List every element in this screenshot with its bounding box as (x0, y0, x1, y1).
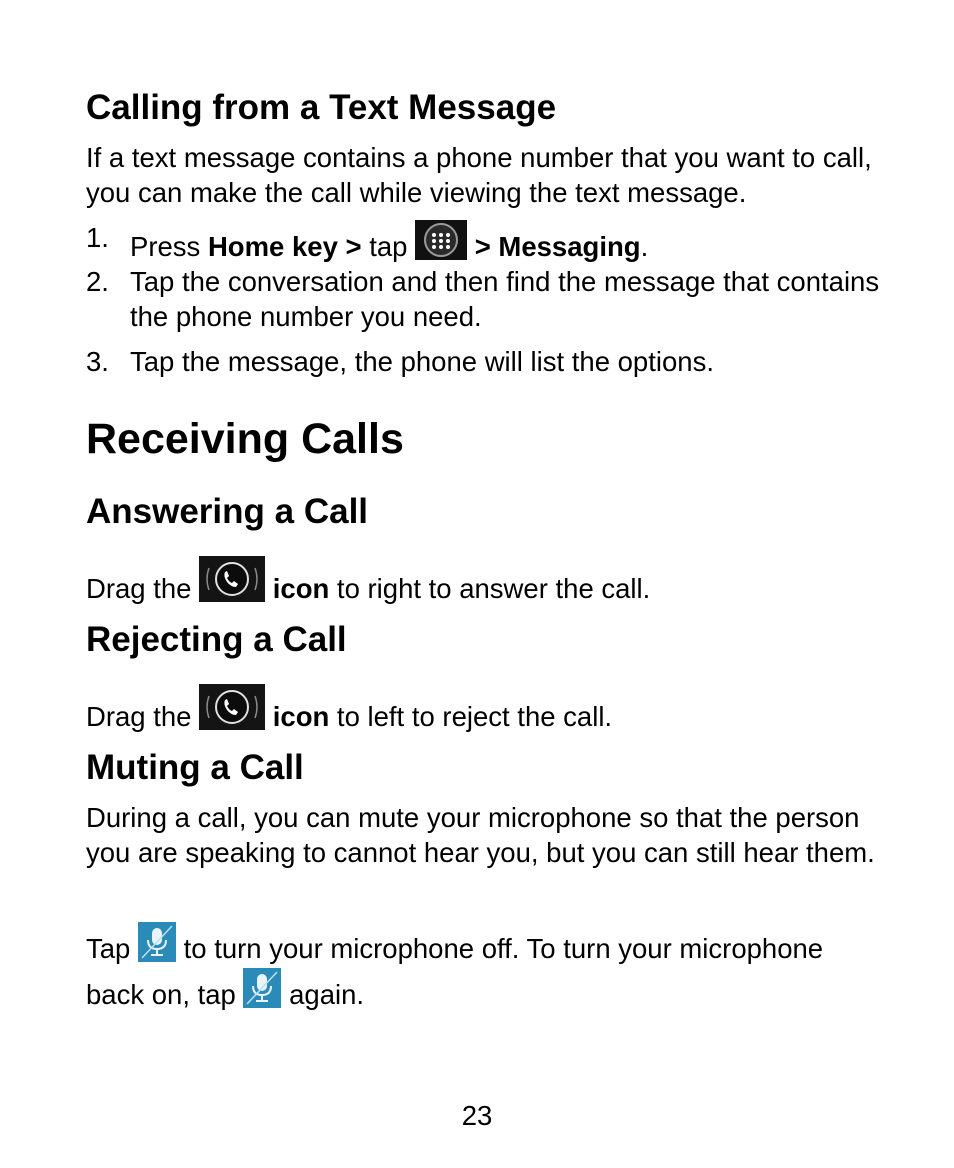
text-fragment: Drag the (86, 573, 200, 604)
text-fragment: Press (130, 231, 208, 262)
text-fragment: . (640, 231, 649, 262)
text-fragment: Drag the (86, 701, 200, 732)
text-fragment: tap (361, 231, 416, 262)
heading-rejecting-call: Rejecting a Call (86, 620, 347, 659)
bold-home-key: Home key > (207, 231, 362, 262)
list-text (130, 220, 890, 268)
apps-grid-icon (415, 220, 467, 268)
list-number: 2. (86, 266, 109, 297)
heading-calling-from-text: Calling from a Text Message (86, 88, 557, 127)
paragraph-reject (86, 684, 896, 738)
page-number: 23 (461, 1100, 493, 1131)
paragraph-mute-intro: During a call, you can mute your microphone so that the person you are speaking to cannot hear you, but you can still hear them. (86, 802, 875, 868)
text-fragment: Tap (86, 933, 138, 964)
list-number: 3. (86, 346, 109, 377)
text-fragment: again. (281, 979, 365, 1010)
bold-messaging: > Messaging (474, 231, 641, 262)
list-text: Tap the conversation and then find the message that contains the phone number you need. (130, 266, 880, 332)
heading-muting-call: Muting a Call (86, 748, 304, 787)
paragraph-mute-tap-again (86, 968, 896, 1016)
list-text: Tap the message, the phone will list the options. (130, 346, 714, 377)
heading-answering-call: Answering a Call (86, 492, 369, 531)
list-number: 1. (86, 222, 109, 253)
heading-receiving-calls: Receiving Calls (86, 415, 404, 463)
phone-call-icon (199, 556, 265, 610)
phone-call-icon (199, 684, 265, 738)
text-fragment: to right to answer the call. (329, 573, 651, 604)
bold-icon-word: icon (272, 701, 330, 732)
text-fragment: to left to reject the call. (329, 701, 613, 732)
bold-icon-word: icon (272, 573, 330, 604)
text-fragment: to turn your microphone off. To turn your microphone (175, 933, 824, 964)
text-fragment: back on, tap (86, 979, 244, 1010)
paragraph-mute-tap (86, 922, 896, 970)
paragraph-text-message-intro: If a text message contains a phone number that you want to call, you can make the call while viewing the text message. (86, 142, 872, 208)
microphone-mute-icon (138, 922, 176, 970)
microphone-mute-icon (243, 968, 281, 1016)
paragraph-answer (86, 556, 896, 610)
